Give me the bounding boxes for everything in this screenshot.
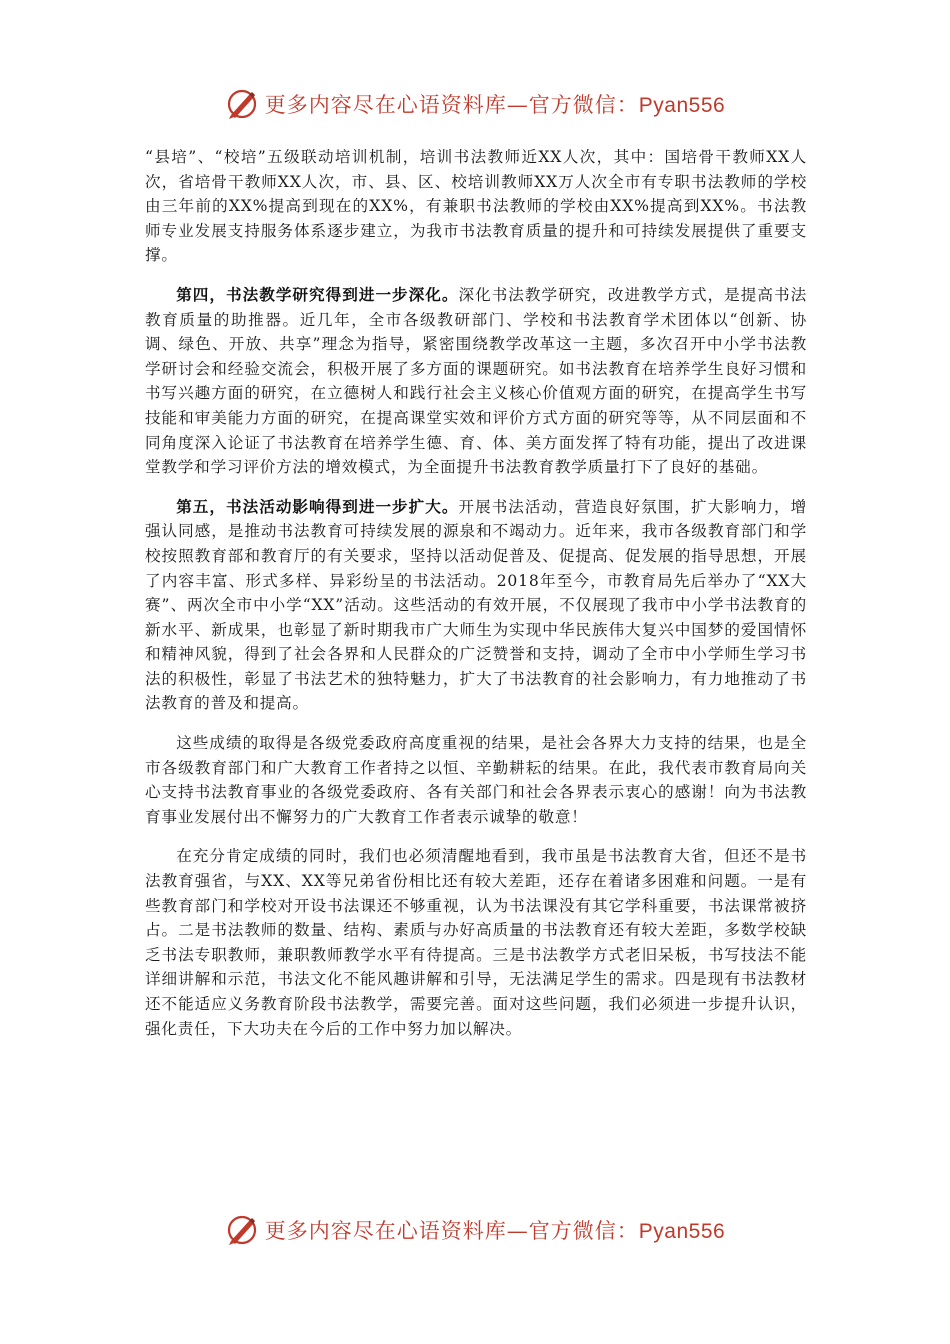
document-body [145, 145, 807, 1056]
paragraph-3-heading: 第五，书法活动影响得到进一步扩大。 [176, 496, 459, 516]
paragraph-2-heading: 第四，书法教学研究得到进一步深化。 [176, 284, 459, 304]
paragraph-2: 第四，书法教学研究得到进一步深化。深化书法教学研究，改进教学方式，是提高书法教育质量的助推器。近几年，全市各级教研部门、学校和书法教育学术团体以“创新、协调、绿色、开放、共享”理念为指导，紧密围绕教学改革这一主题，多次召开中小学书法教学研讨会和经验交流会，积极开展了多方面的课题研究。如书法教育在培养学生良好习惯和书写兴趣方面的研究，在立德树人和践行社会主义核心价值观方面的研究，在提高学生书写技能和审美能力方面的研究，在提高课堂实效和评价方式方面的研究等等，从不同层面和不同角度深入论证了书法教育在培养学生德、育、体、美方面发挥了特有功能，提出了改进课堂教学和学习评价方法的增效模式，为全面提升书法教育教学质量打下了良好的基础。 [145, 284, 807, 477]
pen-logo-icon [225, 87, 259, 121]
pen-logo-icon [225, 1213, 259, 1247]
footer-banner-text: 更多内容尽在心语资料库—官方微信：Pyan556 [264, 1219, 726, 1243]
footer-banner [0, 1208, 950, 1252]
paragraph-5: 在充分肯定成绩的同时，我们也必须清醒地看到，我市虽是书法教育大省，但还不是书法教育强省，与XX、XX等兄弟省份相比还有较大差距，还存在着诸多困难和问题。一是有些教育部门和学校对开设书法课还不够重视，认为书法课没有其它学科重要，书法课常被挤占。二是书法教师的数量、结构、素质与办好高质量的书法教育还有较大差距，多数学校缺乏书法专职教师，兼职教师教学水平有待提高。三是书法教学方式老旧呆板，书写技法不能详细讲解和示范，书法文化不能风趣讲解和引导，无法满足学生的需求。四是现有书法教材还不能适应义务教育阶段书法教学，需要完善。面对这些问题，我们必须进一步提升认识，强化责任，下大功夫在今后的工作中努力加以解决。 [145, 847, 807, 1038]
footer-wechat-id: Pyan556 [638, 1220, 726, 1243]
paragraph-4: 这些成绩的取得是各级党委政府高度重视的结果，是社会各界大力支持的结果，也是全市各级教育部门和广大教育工作者持之以恒、辛勤耕耘的结果。在此，我代表市教育局向关心支持书法教育事业的各级党委政府、各有关部门和社会各界表示衷心的感谢！向为书法教育事业发展付出不懈努力的广大教育工作者表示诚挚的敬意！ [145, 734, 807, 826]
header-wechat-id: Pyan556 [638, 94, 726, 117]
header-banner [0, 82, 950, 126]
paragraph-1: “县培”、“校培”五级联动培训机制，培训书法教师近XX人次，其中：国培骨干教师XX人次，省培骨干教师XX人次，市、县、区、校培训教师XX万人次全市有专职书法教师的学校由三年前的XX%提高到现在的XX%，有兼职书法教师的学校由XX%提高到XX%。书法教师专业发展支持服务体系逐步建立，为我市书法教育质量的提升和可持续发展提供了重要支撑。 [145, 148, 807, 265]
paragraph-3: 第五，书法活动影响得到进一步扩大。开展书法活动，营造良好氛围，扩大影响力，增强认同感，是推动书法教育可持续发展的源泉和不竭动力。近年来，我市各级教育部门和学校按照教育部和教育厅的有关要求，坚持以活动促普及、促提高、促发展的指导思想，开展了内容丰富、形式多样、异彩纷呈的书法活动。2018年至今，市教育局先后举办了“XX大赛”、两次全市中小学“XX”活动。这些活动的有效开展，不仅展现了我市中小学书法教育的新水平、新成果，也彰显了新时期我市广大师生为实现中华民族伟大复兴中国梦的爱国情怀和精神风貌，得到了社会各界和人民群众的广泛赞誉和支持，调动了全市中小学师生学习书法的积极性，彰显了书法艺术的独特魅力，扩大了书法教育的社会影响力，有力地推动了书法教育的普及和提高。 [145, 496, 807, 713]
header-banner-text: 更多内容尽在心语资料库—官方微信：Pyan556 [264, 93, 726, 117]
